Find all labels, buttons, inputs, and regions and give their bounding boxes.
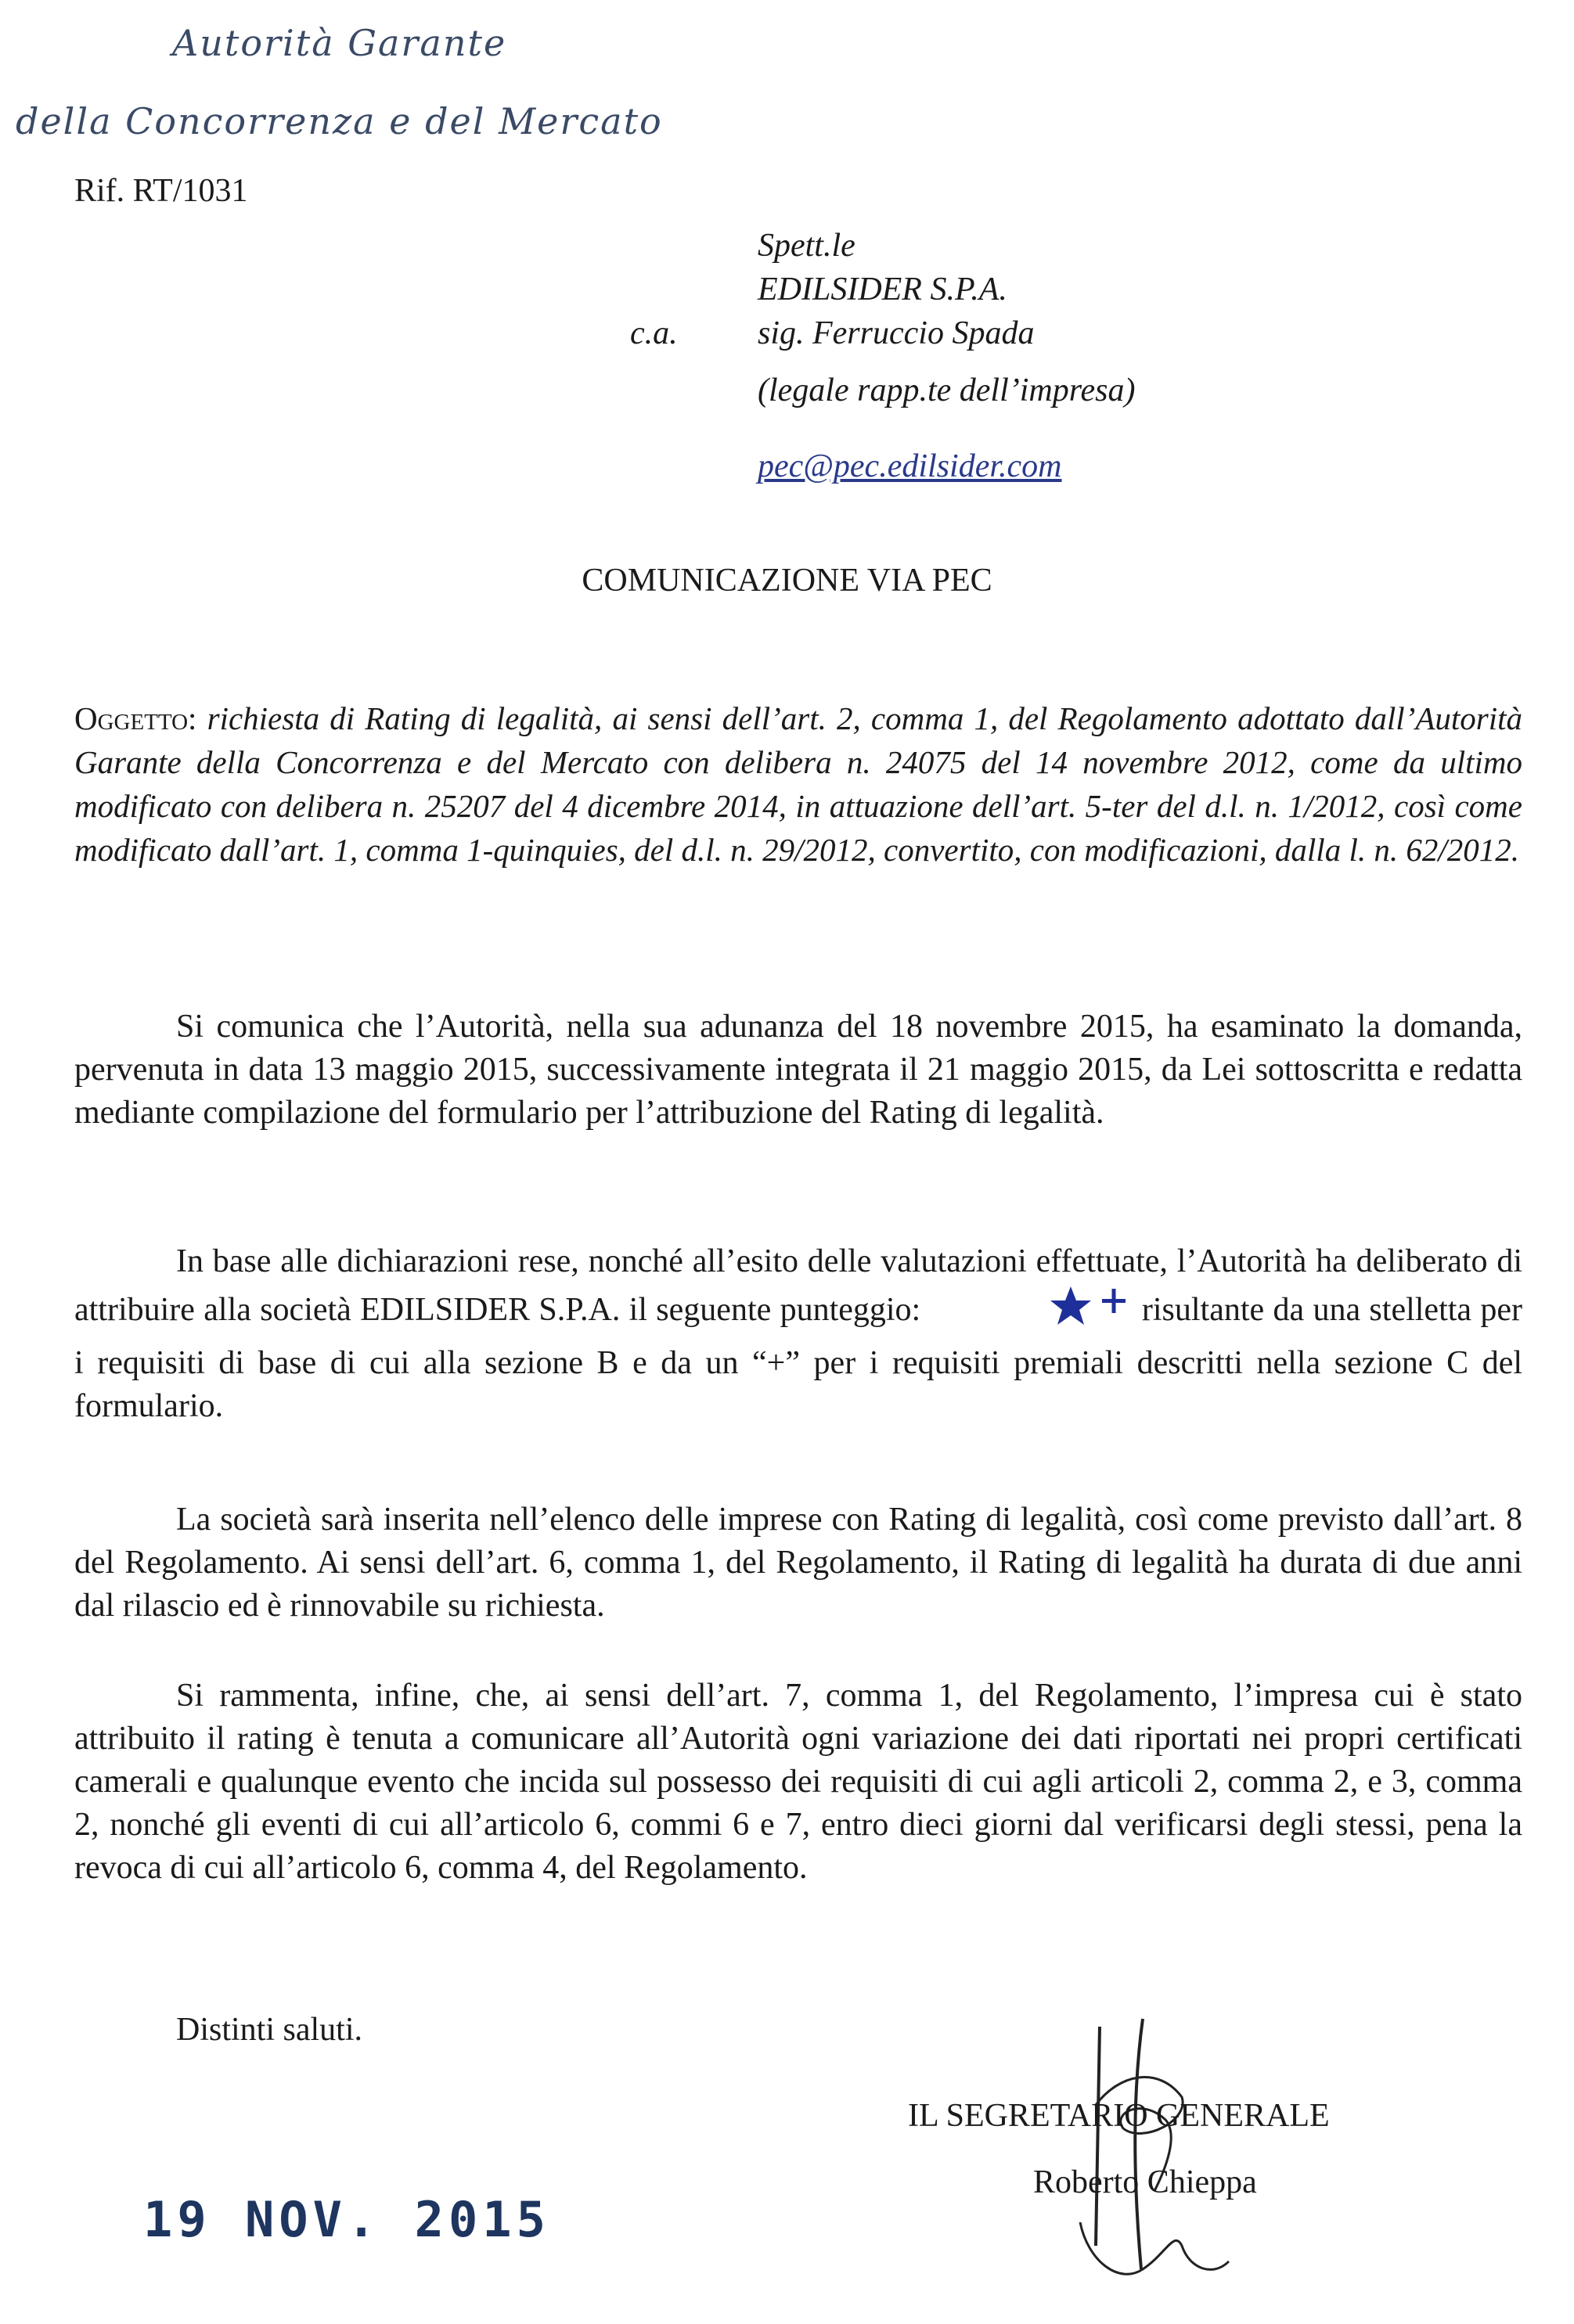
subject-block <box>74 696 1522 872</box>
letterhead-line-2: della Concorrenza e del Mercato <box>16 100 663 142</box>
subject-label: Oggetto: <box>74 700 197 736</box>
recipient-role: (legale rapp.te dell’impresa) <box>758 372 1136 408</box>
signatory-name: Roberto Chieppa <box>1033 2164 1257 2200</box>
reference-number: Rif. RT/1031 <box>74 173 248 209</box>
body-paragraph-4: Si rammenta, infine, che, ai sensi dell’art. 7, comma 1, del Regolamento, l’impresa cui è stato attribuito il rating è tenuta a comunicare all’Autorità ogni variazione dei dati riportati nei propri certificati camerali e qualunque evento che incida sul possesso dei requisiti di cui agli articoli 2, comma 2, e 3, comma 2, nonché gli eventi di cui all’articolo 6, commi 6 e 7, entro dieci giorni dal verificarsi degli stessi, pena la revoca di cui all’articolo 6, comma 4, del Regolamento. <box>74 1678 1522 1886</box>
star-icon <box>1050 1286 1091 1325</box>
rating-score-graphic <box>1047 1283 1133 1330</box>
paragraph-2-text-after: risultante da una stelletta per i requisiti di base di cui alla sezione B e da un “+” per i requisiti premiali descritti nella sezione C del formulario. <box>74 1292 1523 1424</box>
plus-icon <box>1102 1289 1126 1313</box>
recipient-person: sig. Ferruccio Spada <box>758 315 1035 351</box>
signatory-title: IL SEGRETARIO GENERALE <box>908 2098 1330 2134</box>
rating-score <box>945 1283 1133 1342</box>
subject-text: richiesta di Rating di legalità, ai sensi dell’art. 2, comma 1, del Regolamento adottato dall’Autorità Garante della Concorrenza e del Mercato con delibera n. 24075 del 14 novembre 2012, come da ultimo modificato con delibera n. 25207 del 4 dicembre 2014, in attuazione dell’art. 5-ter del d.l. n. 1/2012, così come modificato dall’art. 1, comma 1-quinquies, del d.l. n. 29/2012, convertito, con modificazioni, dalla l. n. 62/2012. <box>74 700 1523 868</box>
delivery-note: COMUNICAZIONE VIA PEC <box>582 563 992 599</box>
body-paragraph-3: La società sarà inserita nell’elenco delle imprese con Rating di legalità, così come previsto dall’art. 8 del Regolamento. Ai sensi dell’art. 6, comma 1, del Regolamento, il Rating di legalità ha durata di due anni dal rilascio ed è rinnovabile su richiesta. <box>74 1502 1522 1624</box>
closing-salutation: Distinti saluti. <box>176 2012 363 2048</box>
ca-label: c.a. <box>630 315 678 351</box>
letterhead-line-1: Autorità Garante <box>172 22 507 64</box>
body-paragraph-2 <box>74 1240 1522 1428</box>
paragraph-2-text-before: In base alle dichiarazioni rese, nonché all’esito delle valutazioni effettuate, l’Autorità ha deliberato di attribuire alla società EDILSIDER S.P.A. il seguente punteggio: <box>74 1243 1522 1329</box>
date-stamp: 19 NOV. 2015 <box>143 2191 550 2248</box>
handwritten-signature <box>1049 2011 1299 2293</box>
recipient-email-link[interactable]: pec@pec.edilsider.com <box>758 448 1062 484</box>
recipient-company: EDILSIDER S.P.A. <box>758 272 1007 308</box>
recipient-salutation: Spett.le <box>758 228 855 264</box>
body-paragraph-1: Si comunica che l’Autorità, nella sua adunanza del 18 novembre 2015, ha esaminato la domanda, pervenuta in data 13 maggio 2015, successivamente integrata il 21 maggio 2015, da Lei sottoscritta e redatta mediante compilazione del formulario per l’attribuzione del Rating di legalità. <box>74 1009 1522 1131</box>
